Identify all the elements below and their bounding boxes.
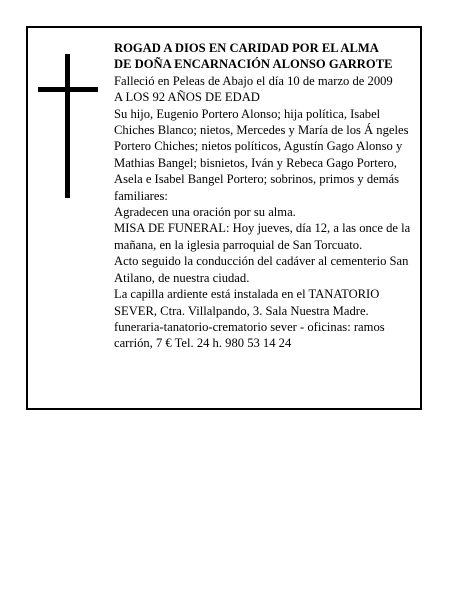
notice-title-line-2: DE DOÑA ENCARNACIÓN ALONSO GARROTE	[114, 57, 393, 72]
cross-vertical-bar	[65, 54, 70, 198]
thanks-line: Agradecen una oración por su alma.	[114, 205, 296, 220]
cross-icon	[38, 54, 98, 198]
family-list: Su hijo, Eugenio Portero Alonso; hija política, Isabel Chiches Blanco; nietos, Mercedes y María de los Á ngeles Portero Chiches; nietos políticos, Agustín Gago Alonso y Mathias Bangel; bisnietos, Iván y Rebeca Gago Portero, Asela e Isabel Bangel Portero; sobrinos, primos y demás familiares:	[114, 106, 409, 203]
funeral-home-contact: funeraria-tanatorio-crematorio sever - oficinas: ramos carrión, 7 € Tel. 24 h. 980 53 14 24	[114, 319, 385, 351]
cross-horizontal-bar	[38, 87, 98, 92]
death-info: Falleció en Peleas de Abajo el día 10 de marzo de 2009	[114, 73, 393, 88]
age-line: A LOS 92 AÑOS DE EDAD	[114, 90, 260, 105]
notice-title-line-1: ROGAD A DIOS EN CARIDAD POR EL ALMA	[114, 41, 379, 55]
obituary-text	[114, 40, 420, 352]
burial-info: Acto seguido la conducción del cadáver al cementerio San Atilano, de nuestra ciudad.	[114, 254, 409, 285]
chapel-info: La capilla ardiente está instalada en el TANATORIO SEVER, Ctra. Villalpando, 3. Sala Nuestra Madre.	[114, 287, 380, 318]
obituary-notice	[26, 26, 422, 410]
funeral-mass-info: MISA DE FUNERAL: Hoy jueves, día 12, a las once de la mañana, en la iglesia parroquial de San Torcuato.	[114, 221, 411, 252]
